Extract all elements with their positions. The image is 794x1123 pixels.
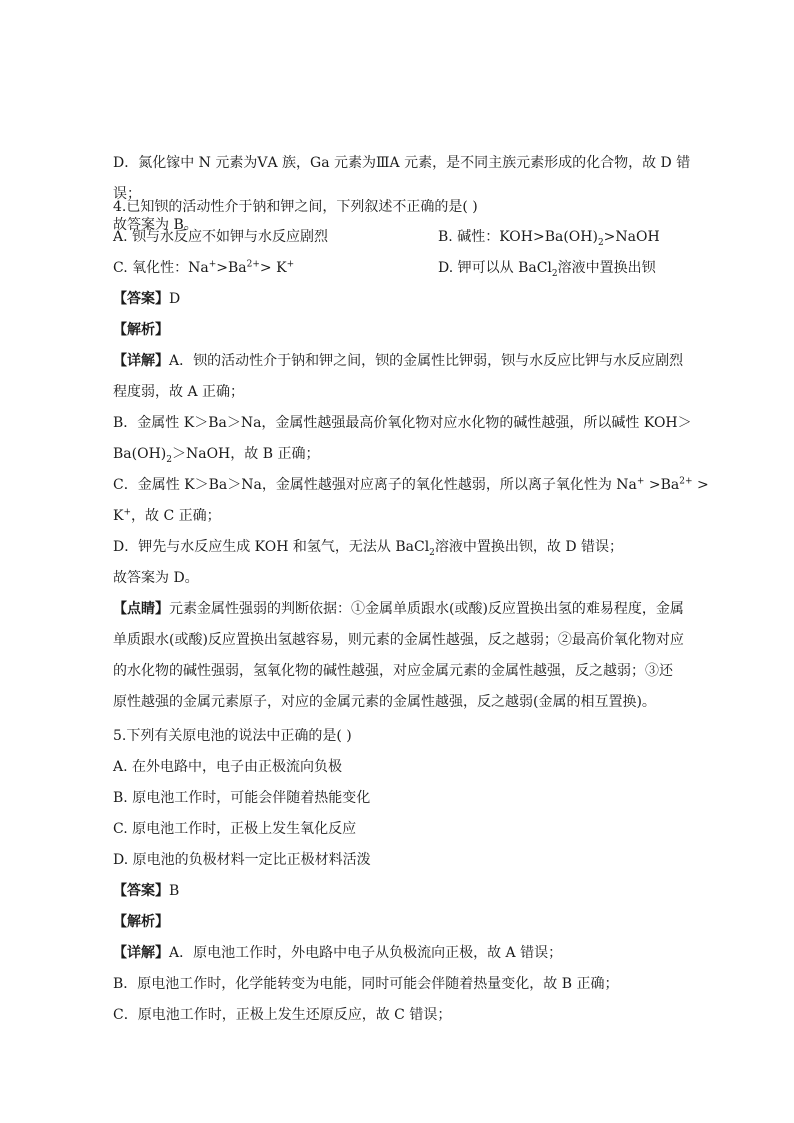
text-line: 误； xyxy=(113,186,141,202)
question-5-option-d: D. 原电池的负极材料一定比正极材料活泼 xyxy=(113,852,371,868)
analysis-line xyxy=(113,912,169,932)
answer-value: B xyxy=(169,883,180,899)
detail-tag: 【详解】 xyxy=(113,353,169,369)
text-line: C．原电池工作时，正极上发生还原反应，故 C 错误； xyxy=(113,1007,452,1023)
answer-line xyxy=(113,289,180,309)
superscript: 2+ xyxy=(246,259,260,270)
question-4-option-c xyxy=(113,258,294,278)
text-line xyxy=(113,506,221,526)
question-5-option-c: C. 原电池工作时，正极上发生氧化反应 xyxy=(113,821,357,837)
question-4-option-b xyxy=(438,227,660,247)
answer-tag: 【答案】 xyxy=(113,883,169,899)
analysis-tag: 【解析】 xyxy=(113,914,169,930)
option-text: >NaOH xyxy=(603,229,660,245)
superscript: + xyxy=(123,507,132,518)
option-text: B. 碱性：KOH>Ba(OH) xyxy=(438,229,598,245)
text-line xyxy=(113,537,623,557)
detail-text: A．钡的活动性介于钠和钾之间，钡的金属性比钾弱，钡与水反应比钾与水反应剧烈 xyxy=(169,353,684,369)
tip-text: 元素金属性强弱的判断依据：①金属单质跟水(或酸)反应置换出氢的难易程度，金属 xyxy=(169,601,684,617)
option-text: >Ba xyxy=(216,260,247,276)
line-text: > xyxy=(692,477,709,493)
subscript: 2 xyxy=(597,237,604,248)
line-text: Ba(OH) xyxy=(113,446,167,462)
option-text: C. 氧化性：Na xyxy=(113,260,209,276)
answer-tag: 【答案】 xyxy=(113,291,169,307)
superscript: 2+ xyxy=(679,476,693,487)
text-line: 单质跟水(或酸)反应置换出氢越容易，则元素的金属性越强，反之越弱；②最高价氧化物对应 xyxy=(113,632,684,648)
option-text: > K xyxy=(259,260,287,276)
tip-tag: 【点睛】 xyxy=(113,601,169,617)
line-text: K xyxy=(113,508,124,524)
text-line: 程度弱，故 A 正确； xyxy=(113,384,245,400)
subscript: 2 xyxy=(429,547,435,558)
text-line xyxy=(113,444,319,464)
superscript: + xyxy=(286,259,295,270)
analysis-line xyxy=(113,320,169,340)
line-text: D．钾先与水反应生成 KOH 和氢气，无法从 BaCl xyxy=(113,539,430,555)
answer-value: D xyxy=(169,291,181,307)
tip-line xyxy=(113,599,684,619)
line-text: ＞NaOH，故 B 正确； xyxy=(171,446,320,462)
question-4-option-d xyxy=(438,258,656,278)
text-line: D．氮化镓中 N 元素为ⅤA 族，Ga 元素为ⅢA 元素，是不同主族元素形成的化合物，故 D 错 xyxy=(113,155,691,171)
option-text: 溶液中置换出钡 xyxy=(557,260,656,276)
line-text: ，故 C 正确； xyxy=(131,508,221,524)
detail-tag: 【详解】 xyxy=(113,945,169,961)
line-text: C．金属性 K＞Ba＞Na，金属性越强对应离子的氧化性越弱，所以离子氧化性为 Na xyxy=(113,477,637,493)
detail-line xyxy=(113,943,562,963)
detail-line xyxy=(113,351,683,371)
subscript: 2 xyxy=(551,268,558,279)
text-line: 原性越强的金属元素原子，对应的金属元素的金属性越强，反之越弱(金属的相互置换)。 xyxy=(113,694,656,710)
text-line: 的水化物的碱性强弱，氢氧化物的碱性越强，对应金属元素的金属性越强，反之越弱；③还 xyxy=(113,663,673,679)
text-line xyxy=(113,475,709,495)
question-5-stem: 5.下列有关原电池的说法中正确的是( ) xyxy=(113,728,352,744)
text-line: 故答案为 B。 xyxy=(113,217,198,233)
question-4-stem: 4.已知钡的活动性介于钠和钾之间，下列叙述不正确的是( ) xyxy=(113,199,478,215)
question-5-option-b: B. 原电池工作时，可能会伴随着热能变化 xyxy=(113,790,371,806)
text-line: B．原电池工作时，化学能转变为电能，同时可能会伴随着热量变化，故 B 正确； xyxy=(113,976,619,992)
line-text: >Ba xyxy=(644,477,680,493)
superscript: + xyxy=(636,476,645,487)
option-text: D. 钾可以从 BaCl xyxy=(438,260,552,276)
analysis-tag: 【解析】 xyxy=(113,322,169,338)
superscript: + xyxy=(208,259,217,270)
question-4-option-a: A. 钡与水反应不如钾与水反应剧烈 xyxy=(113,229,329,245)
text-line: B．金属性 K＞Ba＞Na，金属性越强最高价氧化物对应水化物的碱性越强，所以碱性 KOH＞ xyxy=(113,415,692,431)
subscript: 2 xyxy=(166,454,172,465)
line-text: 溶液中置换出钡，故 D 错误； xyxy=(434,539,624,555)
answer-line xyxy=(113,881,179,901)
detail-text: A．原电池工作时，外电路中电子从负极流向正极，故 A 错误； xyxy=(169,945,563,961)
text-line: 故答案为 D。 xyxy=(113,570,199,586)
question-5-option-a: A. 在外电路中，电子由正极流向负极 xyxy=(113,759,343,775)
